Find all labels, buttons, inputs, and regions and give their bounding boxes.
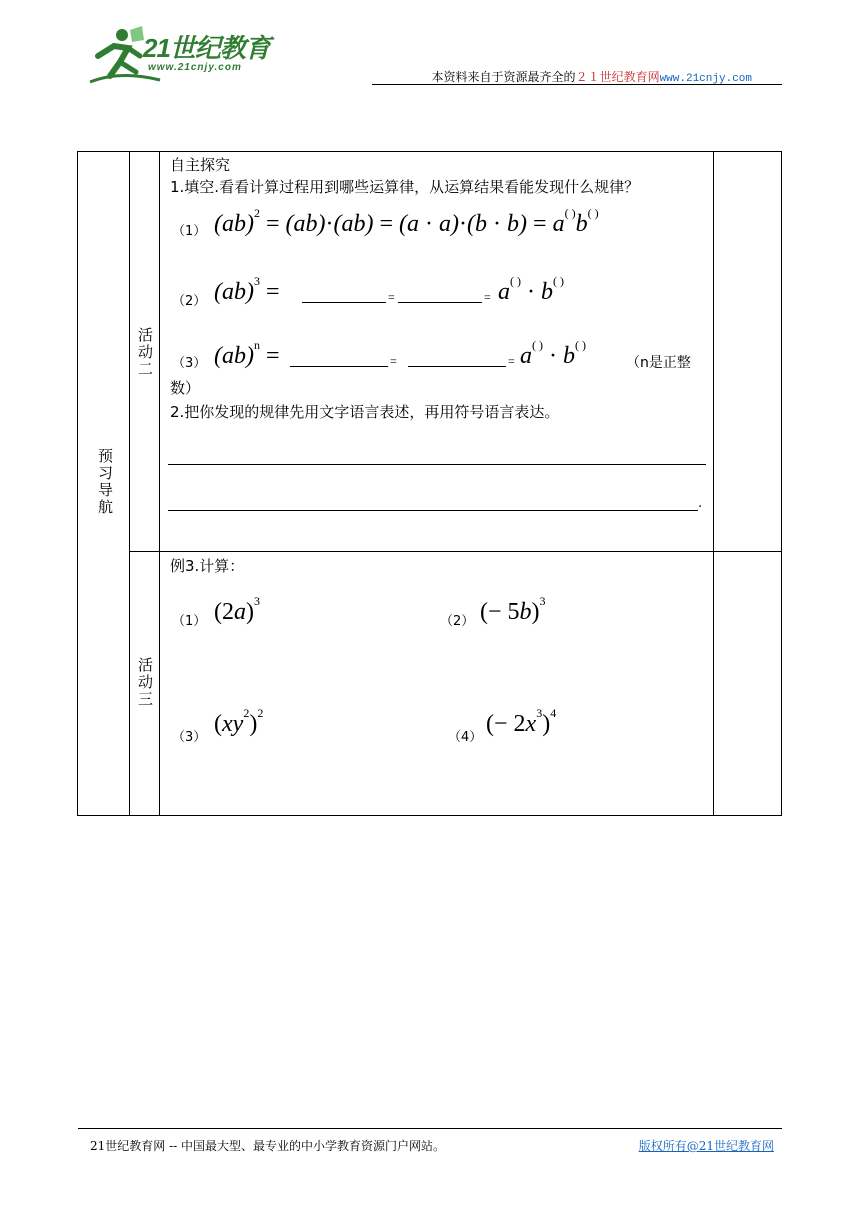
example2-formula: (− 5b)$^3$	[480, 594, 546, 625]
example3-number: （3）	[172, 730, 207, 745]
answer-line-2[interactable]	[168, 510, 698, 511]
col-divider-2	[159, 152, 160, 815]
blank-3a[interactable]	[290, 366, 388, 367]
header-rule	[372, 84, 782, 85]
header-note-url[interactable]: www.21cnjy.com	[659, 73, 752, 85]
question2: 2.把你发现的规律先用文字语言表述，再用符号语言表达。	[170, 403, 560, 421]
blank-2b[interactable]	[398, 302, 482, 303]
equals-sign: =	[484, 290, 491, 304]
header-note	[432, 68, 752, 85]
worksheet-table	[77, 151, 782, 816]
example3-formula: $(xy^2)^2$	[214, 706, 264, 737]
example2-number: （2）	[440, 614, 475, 629]
blank-3b[interactable]	[408, 366, 506, 367]
formula-ab-n: (ab)$^n$ =	[214, 338, 280, 369]
activity3-heading: 例3.计算：	[170, 557, 245, 575]
equals-sign: =	[388, 290, 395, 304]
formula-ab-squared: (ab)$^2$ = (ab)·(ab) = (a · a)·(b · b) = a( )b( )	[214, 206, 599, 237]
logo-url: www.21cnjy.com	[148, 62, 242, 73]
item3-note-cont: 数）	[170, 379, 201, 397]
item2-number: （2）	[172, 294, 207, 309]
footer-copyright-link[interactable]: 版权所有@21世纪教育网	[638, 1139, 774, 1153]
equals-sign: =	[508, 354, 515, 368]
example1-formula: $(2a)^3$	[214, 594, 260, 625]
activity2-label: 活动二	[136, 327, 154, 378]
header-note-highlight: ２１世纪教育网	[575, 70, 660, 84]
col-divider-3	[713, 152, 714, 815]
item1-number: （1）	[172, 224, 207, 239]
formula-ab-cubed: (ab)$^3$ =	[214, 274, 280, 305]
question1: 1.填空.看看计算过程用到哪些运算律，从运算结果看能发现什么规律？	[170, 178, 640, 196]
footer-text: 21世纪教育网 -- 中国最大型、最专业的中小学教育资源门户网站。	[90, 1139, 446, 1153]
equals-sign: =	[390, 354, 397, 368]
formula-result-3: a( ) · b( )	[520, 338, 586, 369]
answer-period: .	[698, 496, 703, 511]
answer-line-1[interactable]	[168, 464, 706, 465]
logo-text: 21世纪教育	[143, 33, 270, 63]
activity2-heading: 自主探究	[170, 156, 231, 174]
row-divider	[129, 551, 781, 552]
header-note-prefix: 本资料来自于资源最齐全的	[431, 70, 576, 84]
section-label: 预习导航	[96, 448, 114, 516]
col-divider-1	[129, 152, 130, 815]
activity3-label: 活动三	[136, 657, 154, 708]
item3-number: （3）	[172, 356, 207, 371]
example1-number: （1）	[172, 614, 207, 629]
blank-2a[interactable]	[302, 302, 386, 303]
example4-formula: (− $2x^3)^4$	[486, 706, 557, 737]
item3-note: （n是正整	[626, 355, 691, 371]
formula-result-2: a( ) · b( )	[498, 274, 564, 305]
example4-number: （4）	[448, 730, 483, 745]
footer-rule	[78, 1128, 782, 1129]
